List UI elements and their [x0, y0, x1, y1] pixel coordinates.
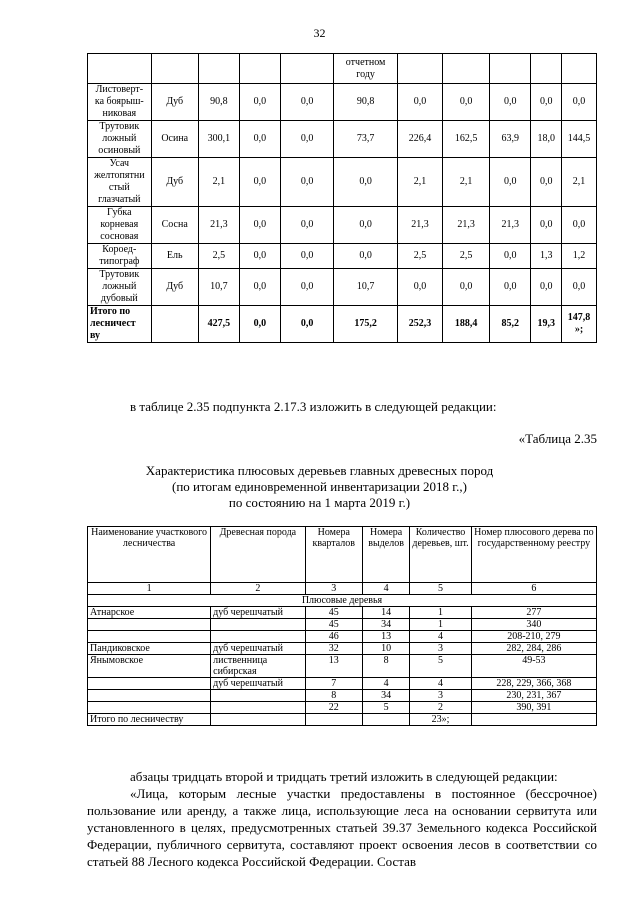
value-cell: 0,0 — [280, 207, 333, 244]
number-cell: 22 — [305, 702, 362, 714]
value-cell: 0,0 — [397, 269, 442, 306]
header-row — [88, 527, 597, 583]
text-cell: Атнарское — [88, 607, 211, 619]
species-cell: Осина — [151, 121, 198, 158]
column-number: 3 — [305, 583, 362, 595]
number-cell: 228, 229, 366, 368 — [471, 678, 596, 690]
table-row — [88, 678, 597, 690]
number-cell: 390, 391 — [471, 702, 596, 714]
text-cell: дуб черешчатый — [211, 643, 305, 655]
value-cell: 226,4 — [397, 121, 442, 158]
plus-trees-table — [87, 526, 597, 726]
text-cell: дуб черешчатый — [211, 607, 305, 619]
total-cell — [305, 714, 362, 726]
table-row — [88, 643, 597, 655]
value-cell: 90,8 — [334, 84, 398, 121]
text-cell: Янымовское — [88, 655, 211, 678]
number-cell: 8 — [305, 690, 362, 702]
text-cell — [211, 702, 305, 714]
text-cell — [211, 631, 305, 643]
text-cell — [211, 690, 305, 702]
header-cell: Номера выделов — [363, 527, 410, 583]
table-caption: «Таблица 2.35 — [518, 431, 597, 446]
total-cell — [471, 714, 596, 726]
column-number: 1 — [88, 583, 211, 595]
table-row — [88, 702, 597, 714]
number-cell: 14 — [363, 607, 410, 619]
value-cell: 0,0 — [443, 84, 490, 121]
number-cell: 3 — [410, 643, 472, 655]
total-value: 0,0 — [239, 306, 280, 343]
number-cell: 5 — [410, 655, 472, 678]
number-cell: 45 — [305, 607, 362, 619]
total-value: 19,3 — [531, 306, 562, 343]
empty-cell — [151, 306, 198, 343]
intro-text: в таблице 2.35 подпункта 2.17.3 изложить в следующей редакции: — [130, 399, 497, 414]
table-row — [88, 244, 597, 269]
value-cell: 300,1 — [198, 121, 239, 158]
total-value: 427,5 — [198, 306, 239, 343]
total-label: Итого по лесничест ву — [88, 306, 152, 343]
value-cell: 21,3 — [198, 207, 239, 244]
total-value: 252,3 — [397, 306, 442, 343]
value-cell: 0,0 — [239, 158, 280, 207]
table-row — [88, 207, 597, 244]
number-cell: 4 — [363, 678, 410, 690]
value-cell: 0,0 — [239, 269, 280, 306]
value-cell: 0,0 — [334, 207, 398, 244]
value-cell: 0,0 — [531, 158, 562, 207]
value-cell: 73,7 — [334, 121, 398, 158]
value-cell: 0,0 — [490, 269, 531, 306]
value-cell: 10,7 — [334, 269, 398, 306]
text-cell: Пандиковское — [88, 643, 211, 655]
number-cell: 5 — [363, 702, 410, 714]
value-cell: 0,0 — [531, 207, 562, 244]
number-cell: 34 — [363, 690, 410, 702]
number-cell: 230, 231, 367 — [471, 690, 596, 702]
number-cell: 208-210, 279 — [471, 631, 596, 643]
value-cell: 0,0 — [334, 158, 398, 207]
value-cell: 1,2 — [562, 244, 597, 269]
number-cell: 45 — [305, 619, 362, 631]
column-number-row — [88, 583, 597, 595]
number-cell: 4 — [410, 631, 472, 643]
value-cell: 0,0 — [239, 207, 280, 244]
title-line: Характеристика плюсовых деревьев главных древесных пород — [145, 463, 494, 478]
value-cell: 162,5 — [443, 121, 490, 158]
number-cell: 3 — [410, 690, 472, 702]
column-number: 4 — [363, 583, 410, 595]
number-cell: 8 — [363, 655, 410, 678]
value-cell: 2,5 — [397, 244, 442, 269]
value-cell: 144,5 — [562, 121, 597, 158]
text-cell — [88, 678, 211, 690]
pest-name: Усач желтопятни стый глазчатый — [88, 158, 152, 207]
page-number: 32 — [313, 26, 326, 40]
value-cell: 0,0 — [280, 244, 333, 269]
number-cell: 13 — [363, 631, 410, 643]
number-cell: 4 — [410, 678, 472, 690]
value-cell: 0,0 — [562, 269, 597, 306]
table-row — [88, 84, 597, 121]
header-cell: Наименование участкового лесничества — [88, 527, 211, 583]
value-cell: 0,0 — [531, 269, 562, 306]
number-cell: 7 — [305, 678, 362, 690]
title-line: по состоянию на 1 марта 2019 г.) — [228, 495, 411, 510]
pest-table — [87, 53, 597, 343]
column-number: 5 — [410, 583, 472, 595]
species-cell: Ель — [151, 244, 198, 269]
total-row — [88, 306, 597, 343]
value-cell: 0,0 — [334, 244, 398, 269]
species-cell: Дуб — [151, 158, 198, 207]
total-cell: 23»; — [410, 714, 472, 726]
value-cell: 63,9 — [490, 121, 531, 158]
value-cell: 0,0 — [490, 244, 531, 269]
species-cell: Дуб — [151, 269, 198, 306]
value-cell: 0,0 — [397, 84, 442, 121]
number-cell: 340 — [471, 619, 596, 631]
species-cell: Дуб — [151, 84, 198, 121]
value-cell: 0,0 — [280, 158, 333, 207]
table-row — [88, 269, 597, 306]
value-cell: 21,3 — [443, 207, 490, 244]
value-cell: 0,0 — [239, 84, 280, 121]
title-line: (по итогам единовременной инвентаризации 2018 г.,) — [172, 479, 467, 494]
table-row — [88, 158, 597, 207]
total-cell — [211, 714, 305, 726]
text-cell — [211, 619, 305, 631]
total-row — [88, 714, 597, 726]
value-cell: 1,3 — [531, 244, 562, 269]
text-cell — [88, 631, 211, 643]
number-cell: 10 — [363, 643, 410, 655]
table-row — [88, 690, 597, 702]
table-row — [88, 121, 597, 158]
number-cell: 1 — [410, 619, 472, 631]
pest-name: Короед- типограф — [88, 244, 152, 269]
value-cell: 21,3 — [397, 207, 442, 244]
text-cell — [88, 702, 211, 714]
value-cell: 2,5 — [443, 244, 490, 269]
value-cell: 0,0 — [562, 84, 597, 121]
table-row — [88, 619, 597, 631]
value-cell: 2,1 — [198, 158, 239, 207]
total-value: 85,2 — [490, 306, 531, 343]
value-cell: 0,0 — [531, 84, 562, 121]
value-cell: 0,0 — [280, 121, 333, 158]
value-cell: 0,0 — [239, 244, 280, 269]
text-cell: лиственница сибирская — [211, 655, 305, 678]
value-cell: 0,0 — [490, 158, 531, 207]
value-cell: 10,7 — [198, 269, 239, 306]
body-paragraph: «Лица, которым лесные участки предоставлены в постоянное (бессрочное) пользование или аренду, а также лица, использующие леса на основании сервитута или установленного в целях, предусмотренных статьей 39.37 Земельного кодекса Российской Федерации, публичного сервитута, составляют проект освоения лесов в соответствии со статьей 88 Лесного кодекса Российской Федерации. Состав — [87, 786, 597, 869]
number-cell: 277 — [471, 607, 596, 619]
header-cell: Номера кварталов — [305, 527, 362, 583]
header-cell: Количество деревьев, шт. — [410, 527, 472, 583]
total-value: 0,0 — [280, 306, 333, 343]
total-value: 147,8 »; — [562, 306, 597, 343]
pest-name: Листоверт- ка боярыш- никовая — [88, 84, 152, 121]
value-cell: 0,0 — [239, 121, 280, 158]
table-row — [88, 607, 597, 619]
value-cell: 18,0 — [531, 121, 562, 158]
value-cell: 0,0 — [280, 84, 333, 121]
text-cell — [88, 690, 211, 702]
header-cell: Номер плюсового дерева по государственному реестру — [471, 527, 596, 583]
total-cell — [363, 714, 410, 726]
total-label: Итого по лесничеству — [88, 714, 211, 726]
pest-name: Губка корневая сосновая — [88, 207, 152, 244]
value-cell: 2,1 — [397, 158, 442, 207]
value-cell: 21,3 — [490, 207, 531, 244]
number-cell: 32 — [305, 643, 362, 655]
column-number: 2 — [211, 583, 305, 595]
value-cell: 0,0 — [562, 207, 597, 244]
value-cell: 90,8 — [198, 84, 239, 121]
pest-name: Трутовик ложный осиновый — [88, 121, 152, 158]
header-cell: Древесная порода — [211, 527, 305, 583]
number-cell: 282, 284, 286 — [471, 643, 596, 655]
value-cell: 0,0 — [280, 269, 333, 306]
pest-name: Трутовик ложный дубовый — [88, 269, 152, 306]
number-cell: 49-53 — [471, 655, 596, 678]
number-cell: 34 — [363, 619, 410, 631]
table-row — [88, 54, 597, 84]
total-value: 175,2 — [334, 306, 398, 343]
section-row — [88, 595, 597, 607]
number-cell: 13 — [305, 655, 362, 678]
column-number: 6 — [471, 583, 596, 595]
section-title: Плюсовые деревья — [88, 595, 597, 607]
value-cell: 0,0 — [443, 269, 490, 306]
total-value: 188,4 — [443, 306, 490, 343]
species-cell: Сосна — [151, 207, 198, 244]
header-fragment: отчетном году — [334, 54, 398, 84]
value-cell: 2,5 — [198, 244, 239, 269]
value-cell: 2,1 — [562, 158, 597, 207]
table-row — [88, 655, 597, 678]
value-cell: 2,1 — [443, 158, 490, 207]
number-cell: 2 — [410, 702, 472, 714]
body-intro: абзацы тридцать второй и тридцать третий изложить в следующей редакции: — [130, 769, 558, 784]
number-cell: 1 — [410, 607, 472, 619]
table-row — [88, 631, 597, 643]
value-cell: 0,0 — [490, 84, 531, 121]
text-cell: дуб черешчатый — [211, 678, 305, 690]
table-title — [0, 463, 639, 511]
number-cell: 46 — [305, 631, 362, 643]
text-cell — [88, 619, 211, 631]
